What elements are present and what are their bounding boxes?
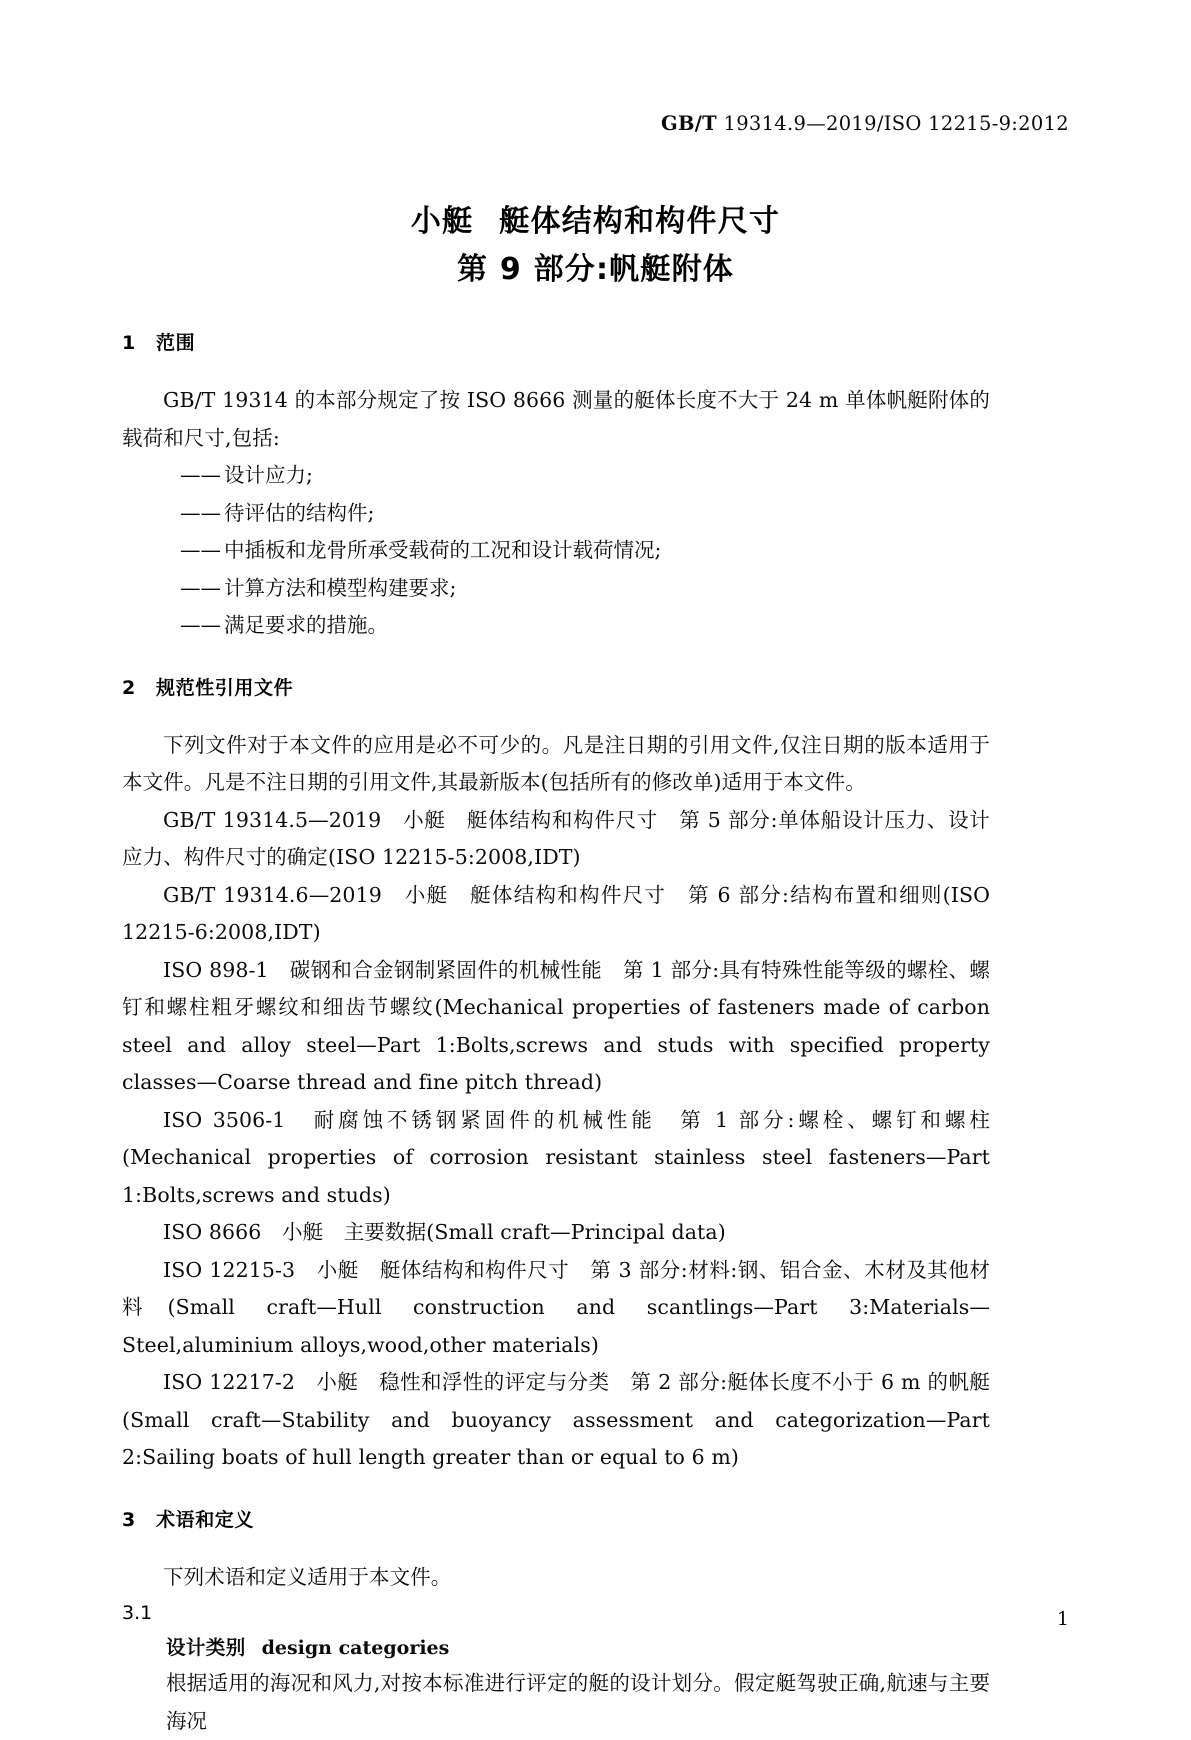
document-title-line-2: 第 9 部分:帆艇附体 [457,252,734,287]
document-header [0,112,1069,135]
header-standard-prefix: GB/T [661,112,717,135]
normative-ref-entry: ISO 12215-3 小艇 艇体结构和构件尺寸 第 3 部分:材料:钢、铝合金、木材及其他材料(Small craft—Hull construction and scantlings—Part 3:Materials—Steel,aluminium alloys,wood,other materials) [122,1257,990,1357]
title-part-sub: 艇体结构和构件尺寸 [499,204,781,239]
normative-ref-entry: ISO 8666 小艇 主要数据(Small craft—Principal data) [163,1220,726,1244]
normative-ref-entry: GB/T 19314.5—2019 小艇 艇体结构和构件尺寸 第 5 部分:单体船设计压力、设计应力、构件尺寸的确定(ISO 12215-5:2008,IDT) [122,807,990,869]
list-item-label: 设计应力; [224,463,313,487]
page-number: 1 [1056,1608,1069,1630]
normative-ref-entry: GB/T 19314.6—2019 小艇 艇体结构和构件尺寸 第 6 部分:结构布置和细则(ISO 12215-6:2008,IDT) [122,882,990,944]
title-part-main: 小艇 [410,204,474,239]
list-dash: —— [180,575,221,600]
clause-2-number: 2 [122,676,136,699]
document-title-block [0,198,1191,294]
list-item [122,495,990,533]
header-standard-rest: 19314.9—2019/ISO 12215-9:2012 [716,112,1069,135]
list-dash: —— [180,613,221,637]
list-dash: —— [180,538,221,562]
terms-intro: 下列术语和定义适用于本文件。 [163,1564,452,1589]
list-dash: —— [180,500,221,525]
term-definition: 根据适用的海况和风力,对按本标准进行评定的艇的设计划分。假定艇驾驶正确,航速与主要海况 [166,1671,990,1733]
normative-ref-entry: ISO 3506-1 耐腐蚀不锈钢紧固件的机械性能 第 1 部分:螺栓、螺钉和螺柱(Mechanical properties of corrosion resistant stainless steel fasteners—Part 1:Bolts,screws and studs) [122,1107,990,1207]
scope-intro-paragraph: GB/T 19314 的本部分规定了按 ISO 8666 测量的艇体长度不大于 24 m 单体帆艇附体的载荷和尺寸,包括: [122,388,990,450]
term-name-cn: 设计类别 [166,1636,246,1659]
document-title-line-1 [0,198,1191,246]
document-body [122,330,990,1740]
term-number: 3.1 [122,1602,153,1624]
term-title [122,1630,990,1665]
clause-1-heading [122,330,990,356]
list-item [122,532,990,570]
scope-list [122,457,990,645]
list-item [122,570,990,608]
list-item-label: 满足要求的措施。 [224,613,388,637]
term-name-en: design categories [261,1637,450,1659]
clause-3-number: 3 [122,1508,136,1531]
list-item [122,457,990,495]
normative-ref-entry: ISO 898-1 碳钢和合金钢制紧固件的机械性能 第 1 部分:具有特殊性能等级的螺栓、螺钉和螺柱粗牙螺纹和细齿节螺纹(Mechanical properties of fasteners made of carbon steel and alloy steel—Part 1:Bolts,screws and studs with specified property classes—Coarse thread and fine pitch thread) [122,957,990,1094]
clause-2-label: 规范性引用文件 [156,676,294,699]
clause-1-label: 范围 [156,332,196,354]
list-dash: —— [180,463,221,487]
clause-1-number: 1 [122,332,136,354]
list-item-label: 中插板和龙骨所承受载荷的工况和设计载荷情况; [224,538,662,562]
list-item-label: 待评估的结构件; [224,500,375,525]
normative-refs-intro: 下列文件对于本文件的应用是必不可少的。凡是注日期的引用文件,仅注日期的版本适用于本文件。凡是不注日期的引用文件,其最新版本(包括所有的修改单)适用于本文件。 [122,732,990,794]
clause-3-heading [122,1507,990,1533]
clause-3-label: 术语和定义 [156,1508,255,1531]
list-item [122,607,990,645]
clause-2-heading [122,675,990,701]
normative-ref-entry: ISO 12217-2 小艇 稳性和浮性的评定与分类 第 2 部分:艇体长度不小于 6 m 的帆艇(Small craft—Stability and buoyancy assessment and categorization—Part 2:Sailing boats of hull length greater than or equal to 6 m) [122,1370,990,1469]
list-item-label: 计算方法和模型构建要求; [224,575,457,600]
